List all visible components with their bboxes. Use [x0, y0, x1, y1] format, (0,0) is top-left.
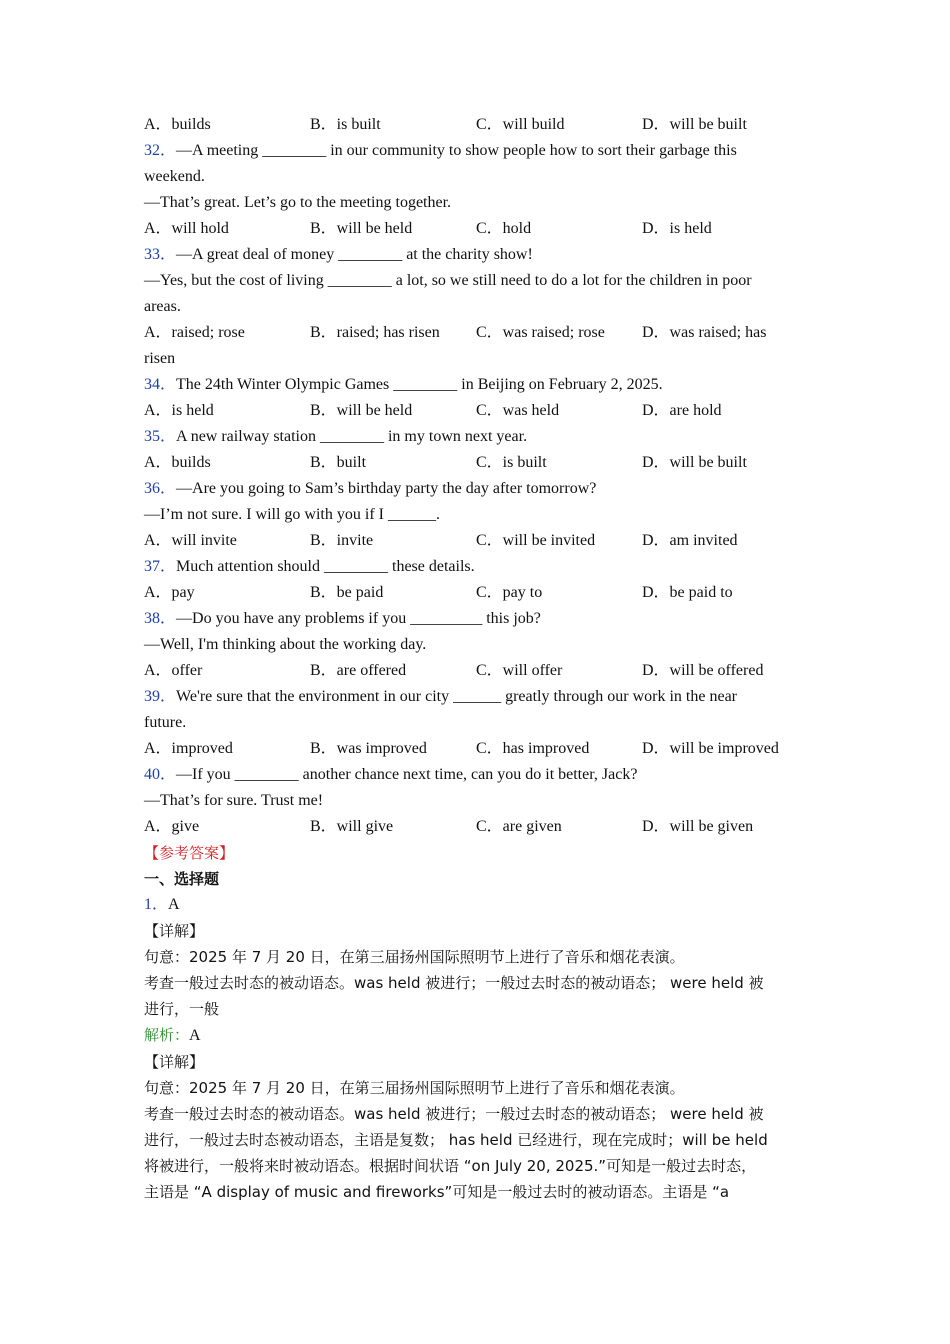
q40-options [144, 814, 814, 840]
analysis-line [144, 1022, 814, 1049]
question-number: 33． [144, 246, 177, 263]
option-c: C．pay to [476, 584, 543, 601]
option-c: C．was raised; rose [476, 324, 605, 341]
option-c: C．has improved [476, 740, 590, 757]
question-number: 34． [144, 376, 177, 393]
question-number: 36． [144, 480, 177, 497]
question-text: We're sure that the environment in our city ______ greatly through our work in the near [176, 688, 738, 705]
q31-options [144, 112, 814, 138]
option-d: D．be paid to [642, 584, 733, 601]
q39-stem [144, 684, 814, 710]
option-d: D．will be built [642, 454, 747, 471]
explanation-line: 主语是 “A display of music and fireworks”可知是一般过去时的被动语态。主语是 “a [144, 1183, 730, 1201]
q38-stem [144, 606, 814, 632]
q40-stem [144, 762, 814, 788]
sentence-meaning: 句意：2025 年 7 月 20 日，在第三届扬州国际照明节上进行了音乐和烟花表演。 [144, 1079, 685, 1097]
option-b: B．raised; has risen [310, 324, 440, 341]
option-b: B．built [310, 454, 367, 471]
option-c: C．was held [476, 402, 560, 419]
analysis-label: 解析： [144, 1026, 190, 1044]
option-b: B．is built [310, 116, 381, 133]
option-b: B．will be held [310, 220, 413, 237]
explanation-line: 进行，一般 [144, 1000, 220, 1018]
option-a: A．will hold [144, 220, 229, 237]
option-a: A．raised; rose [144, 324, 245, 341]
option-b: B．will give [310, 818, 394, 835]
detail-label: 【详解】 [144, 1053, 205, 1071]
q33-stem [144, 242, 814, 268]
question-text: A new railway station ________ in my town next year. [176, 428, 528, 445]
q33-options [144, 320, 814, 346]
q37-stem [144, 554, 814, 580]
q36-options [144, 528, 814, 554]
q33-option-d-wrap: risen [144, 350, 176, 367]
section-heading: 一、选择题 [144, 870, 220, 888]
option-b: B．was improved [310, 740, 427, 757]
answer-item [144, 892, 814, 918]
detail-label: 【详解】 [144, 922, 205, 940]
document-page [144, 112, 814, 1205]
explanation-line: 考查一般过去时态的被动语态。was held 被进行；一般过去时态的被动语态； were held 被 [144, 1105, 764, 1123]
option-d: D．are hold [642, 402, 722, 419]
q35-options [144, 450, 814, 476]
q34-options [144, 398, 814, 424]
q32-stem [144, 138, 814, 164]
option-d: D．will be improved [642, 740, 779, 757]
sentence-meaning: 句意：2025 年 7 月 20 日，在第三届扬州国际照明节上进行了音乐和烟花表演。 [144, 948, 685, 966]
option-b: B．will be held [310, 402, 413, 419]
option-d: D．will be given [642, 818, 754, 835]
option-a: A．give [144, 818, 200, 835]
q39-text-line: future. [144, 714, 187, 731]
question-text: The 24th Winter Olympic Games ________ in Beijing on February 2, 2025. [176, 376, 663, 393]
option-d: D．am invited [642, 532, 738, 549]
question-number: 32． [144, 142, 177, 159]
option-a: A．pay [144, 584, 195, 601]
option-a: A．builds [144, 116, 211, 133]
option-c: C．will offer [476, 662, 563, 679]
question-text: —If you ________ another chance next time, can you do it better, Jack? [176, 766, 638, 783]
option-c: C．are given [476, 818, 562, 835]
option-c: C．is built [476, 454, 547, 471]
q40-text-line: —That’s for sure. Trust me! [144, 792, 324, 809]
option-c: C．hold [476, 220, 532, 237]
question-number: 39． [144, 688, 177, 705]
q37-options [144, 580, 814, 606]
question-number: 35． [144, 428, 177, 445]
q38-options [144, 658, 814, 684]
question-number: 37． [144, 558, 177, 575]
q33-text-line: areas. [144, 298, 181, 315]
option-a: A．offer [144, 662, 203, 679]
question-text: —A great deal of money ________ at the charity show! [176, 246, 533, 263]
option-a: A．is held [144, 402, 214, 419]
option-d: D．is held [642, 220, 712, 237]
q35-stem [144, 424, 814, 450]
question-number: 38． [144, 610, 177, 627]
option-b: B．invite [310, 532, 374, 549]
option-b: B．are offered [310, 662, 407, 679]
option-d: D．will be built [642, 116, 747, 133]
option-d: D．will be offered [642, 662, 764, 679]
option-a: A．improved [144, 740, 233, 757]
option-c: C．will be invited [476, 532, 596, 549]
q36-stem [144, 476, 814, 502]
question-text: —Do you have any problems if you _________ this job? [176, 610, 541, 627]
analysis-answer: A [189, 1027, 201, 1044]
question-text: —A meeting ________ in our community to show people how to sort their garbage this [176, 142, 737, 159]
question-text: Much attention should ________ these details. [176, 558, 475, 575]
answer-value: A [168, 896, 180, 913]
explanation-line: 进行，一般过去时态被动语态，主语是复数； has held 已经进行，现在完成时；will be held [144, 1131, 768, 1149]
answer-number: 1． [144, 896, 169, 913]
explanation-line: 将被进行，一般将来时被动语态。根据时间状语 “on July 20, 2025.”可知是一般过去时态， [144, 1157, 757, 1175]
q33-text-line: —Yes, but the cost of living ________ a lot, so we still need to do a lot for the children in poor [144, 272, 752, 289]
q36-text-line: —I’m not sure. I will go with you if I ______. [144, 506, 440, 523]
q32-text-line: —That’s great. Let’s go to the meeting together. [144, 194, 452, 211]
q32-options [144, 216, 814, 242]
q34-stem [144, 372, 814, 398]
option-a: A．builds [144, 454, 211, 471]
option-d: D．was raised; has [642, 324, 767, 341]
question-number: 40． [144, 766, 177, 783]
explanation-line: 考查一般过去时态的被动语态。was held 被进行；一般过去时态的被动语态； were held 被 [144, 974, 764, 992]
option-b: B．be paid [310, 584, 384, 601]
option-a: A．will invite [144, 532, 237, 549]
option-c: C．will build [476, 116, 565, 133]
question-text: —Are you going to Sam’s birthday party the day after tomorrow? [176, 480, 597, 497]
q32-text-line: weekend. [144, 168, 205, 185]
answer-key-title: 【参考答案】 [144, 844, 235, 862]
q39-options [144, 736, 814, 762]
q38-text-line: —Well, I'm thinking about the working day. [144, 636, 427, 653]
